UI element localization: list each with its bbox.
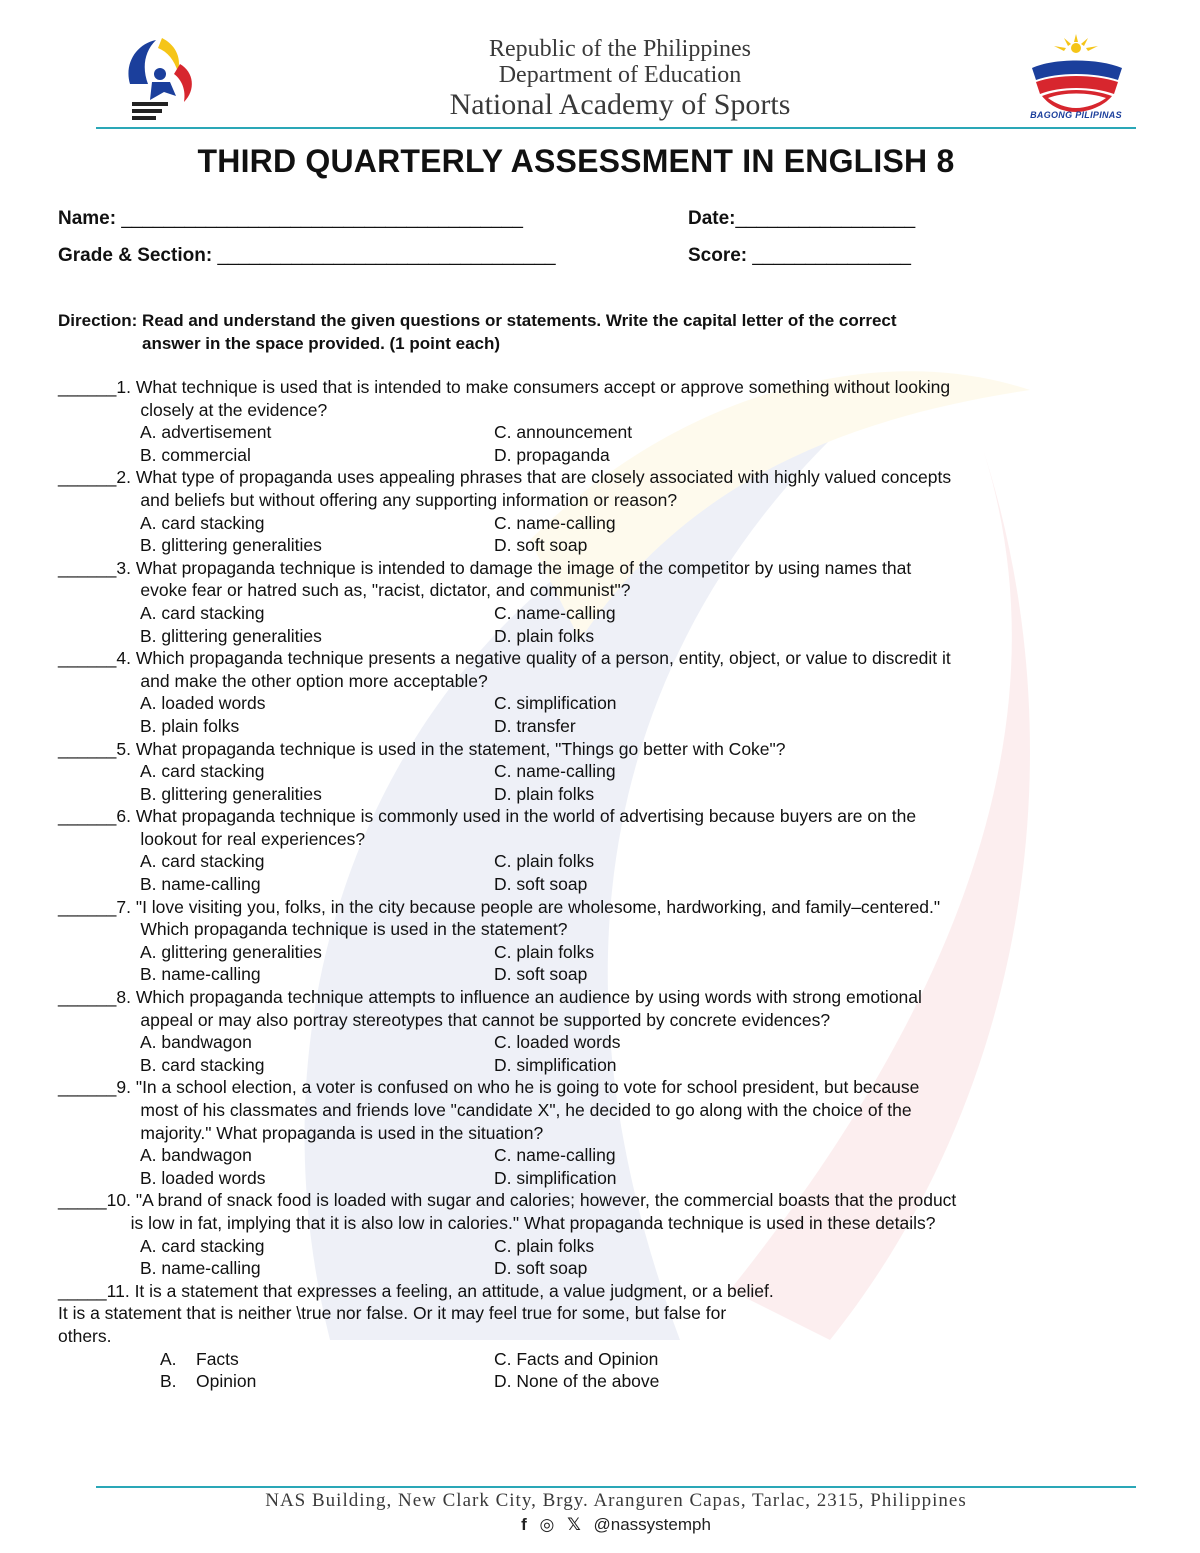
x-icon[interactable]: 𝕏: [567, 1515, 581, 1534]
question-item: [58, 376, 1068, 466]
question-item: [58, 647, 1068, 737]
question-text-continued: Which propaganda technique is used in the statement?: [140, 919, 568, 940]
answer-option: D. transfer: [494, 715, 576, 736]
answer-option: C. name-calling: [494, 761, 616, 782]
answer-option: B. name-calling: [140, 1258, 261, 1279]
question-text-continued: It is a statement that is neither \true nor false. Or it may feel true for some, but false for: [58, 1303, 727, 1324]
option-text: Facts: [196, 1348, 239, 1369]
question-text-continued: appeal or may also portray stereotypes that cannot be supported by concrete evidences?: [140, 1009, 831, 1030]
footer-social: [96, 1515, 1136, 1535]
answer-option: B. commercial: [140, 444, 251, 465]
answer-options: [58, 760, 1068, 805]
question-text-continued: lookout for real experiences?: [140, 828, 366, 849]
answer-option: D. plain folks: [494, 783, 595, 804]
question-text-continued: closely at the evidence?: [140, 399, 328, 420]
answer-options: [58, 1348, 1068, 1393]
answer-blank[interactable]: ______: [58, 896, 117, 917]
directions: [58, 309, 1078, 355]
question-stem: [58, 1280, 1068, 1303]
question-stem: [58, 1189, 1068, 1234]
date-line: _________________: [735, 208, 916, 229]
answer-option: A. card stacking: [140, 602, 265, 623]
answer-options: [58, 602, 1068, 647]
question-text: 3. What propaganda technique is intended to damage the image of the competitor by using names that: [116, 557, 912, 578]
answer-blank[interactable]: ______: [58, 806, 117, 827]
score-label: Score:: [688, 245, 748, 266]
answer-options: [58, 692, 1068, 737]
grade-section-line: ________________________________: [217, 245, 556, 266]
answer-option: D. soft soap: [494, 535, 588, 556]
answer-option: A. card stacking: [140, 851, 265, 872]
answer-options: [58, 1235, 1068, 1280]
question-list: [58, 376, 1068, 1393]
question-stem: [58, 1076, 1068, 1144]
answer-option: C. loaded words: [494, 1032, 621, 1053]
question-text-continued: is low in fat, implying that it is also low in calories." What propaganda technique is used in these details?: [130, 1212, 936, 1233]
question-item: [58, 1076, 1068, 1189]
answer-option: [160, 1370, 494, 1393]
score-field[interactable]: [688, 245, 911, 267]
page-title: THIRD QUARTERLY ASSESSMENT IN ENGLISH 8: [197, 143, 955, 179]
question-text: 7. "I love visiting you, folks, in the city because people are wholesome, hardworking, and family–centered.": [116, 896, 941, 917]
question-text-continued: evoke fear or hatred such as, "racist, dictator, and communist"?: [140, 580, 631, 601]
answer-blank[interactable]: ______: [58, 557, 117, 578]
answer-options: [58, 850, 1068, 895]
question-stem: [58, 805, 1068, 850]
answer-option: C. name-calling: [494, 512, 616, 533]
answer-option: C. simplification: [494, 693, 617, 714]
answer-option: C. plain folks: [494, 941, 595, 962]
answer-option: D. soft soap: [494, 964, 588, 985]
option-letter: B.: [160, 1371, 177, 1392]
answer-option: D. soft soap: [494, 874, 588, 895]
question-text: 4. Which propaganda technique presents a negative quality of a person, entity, object, or value to discredit it: [116, 648, 951, 669]
question-text: 11. It is a statement that expresses a feeling, an attitude, a value judgment, or a belief.: [106, 1280, 774, 1301]
answer-option: B. card stacking: [140, 1054, 265, 1075]
answer-option: [160, 1348, 494, 1371]
answer-option: D. soft soap: [494, 1258, 588, 1279]
answer-option: B. glittering generalities: [140, 535, 322, 556]
question-stem: [58, 557, 1068, 602]
question-text: 2. What type of propaganda uses appealing phrases that are closely associated with highly valued concepts: [116, 467, 952, 488]
answer-blank[interactable]: ______: [58, 467, 117, 488]
question-item: [58, 557, 1068, 647]
question-item: [58, 466, 1068, 556]
answer-option: A. glittering generalities: [140, 941, 322, 962]
question-item: [58, 896, 1068, 986]
answer-option: B. glittering generalities: [140, 783, 322, 804]
question-item: [58, 738, 1068, 806]
grade-section-label: Grade & Section:: [58, 245, 213, 266]
answer-options: [58, 1144, 1068, 1189]
answer-option: D. propaganda: [494, 444, 610, 465]
footer-address: NAS Building, New Clark City, Brgy. Aranguren Capas, Tarlac, 2315, Philippines: [265, 1490, 967, 1511]
academy-logo-icon: [122, 34, 198, 122]
option-text: Opinion: [196, 1371, 257, 1392]
option-letter: D. None of the above: [494, 1371, 660, 1392]
name-label: Name:: [58, 208, 117, 229]
answer-option: B. name-calling: [140, 874, 261, 895]
answer-option: [494, 1348, 794, 1371]
answer-blank[interactable]: ______: [58, 987, 117, 1008]
question-text: 6. What propaganda technique is commonly used in the world of advertising because buyers are on the: [116, 806, 917, 827]
question-item: [58, 805, 1068, 895]
answer-option: A. card stacking: [140, 512, 265, 533]
question-text-continued: majority." What propaganda is used in the situation?: [140, 1122, 544, 1143]
question-text: 8. Which propaganda technique attempts to influence an audience by using words with strong emotional: [116, 987, 922, 1008]
answer-blank[interactable]: ______: [58, 1077, 117, 1098]
question-text-continued: most of his classmates and friends love "candidate X", he decided to go along with the choice of the: [140, 1100, 912, 1120]
answer-blank[interactable]: ______: [58, 648, 117, 669]
answer-blank[interactable]: ______: [58, 377, 117, 397]
question-text: 10. "A brand of snack food is loaded with sugar and calories; however, the commercial boasts that the product: [106, 1190, 957, 1211]
question-stem: [58, 466, 1068, 511]
answer-option: C. name-calling: [494, 1145, 616, 1166]
answer-options: [58, 941, 1068, 986]
answer-option: C. plain folks: [494, 851, 595, 872]
score-line: _______________: [752, 245, 911, 266]
question-item: [58, 1189, 1068, 1279]
question-text-continued: and beliefs but without offering any supporting information or reason?: [140, 489, 678, 510]
date-label: Date:: [688, 208, 736, 229]
option-letter: C. Facts and Opinion: [494, 1348, 659, 1369]
answer-options: [58, 1031, 1068, 1076]
answer-option: C. announcement: [494, 422, 633, 443]
answer-option: B. glittering generalities: [140, 625, 322, 646]
answer-option: A. advertisement: [140, 422, 272, 443]
footer-divider: [96, 1486, 1136, 1488]
name-line: ______________________________________: [121, 208, 523, 229]
answer-option: A. card stacking: [140, 761, 265, 782]
answer-options: [58, 421, 1068, 466]
answer-option: A. bandwagon: [140, 1145, 252, 1166]
answer-option: D. simplification: [494, 1054, 617, 1075]
header-academy: National Academy of Sports: [449, 88, 791, 121]
question-text-continued: others.: [58, 1325, 112, 1346]
question-stem: [58, 647, 1068, 692]
question-text: 9. "In a school election, a voter is confused on who he is going to vote for school president, but because: [116, 1077, 920, 1098]
answer-option: A. card stacking: [140, 1235, 265, 1256]
question-text: 5. What propaganda technique is used in the statement, "Things go better with Coke"?: [116, 738, 786, 759]
answer-options: [58, 512, 1068, 557]
answer-option: D. simplification: [494, 1167, 617, 1188]
answer-blank[interactable]: ______: [58, 738, 117, 759]
answer-blank[interactable]: _____: [58, 1280, 107, 1301]
answer-blank[interactable]: _____: [58, 1190, 107, 1211]
grade-section-field[interactable]: [58, 245, 556, 267]
answer-option: C. plain folks: [494, 1235, 595, 1256]
answer-option: D. plain folks: [494, 625, 595, 646]
answer-option: A. loaded words: [140, 693, 266, 714]
facebook-icon[interactable]: f: [521, 1515, 527, 1534]
question-stem: [58, 986, 1068, 1031]
question-text: 1. What technique is used that is intended to make consumers accept or approve something without looking: [116, 377, 951, 397]
date-field[interactable]: [688, 208, 915, 230]
answer-option: C. name-calling: [494, 602, 616, 623]
answer-option: B. plain folks: [140, 715, 240, 736]
name-field[interactable]: [58, 208, 523, 230]
question-text-continued: and make the other option more acceptable?: [140, 670, 488, 691]
question-stem: [58, 738, 1068, 761]
header-department: Department of Education: [498, 62, 742, 88]
answer-option: B. loaded words: [140, 1167, 266, 1188]
question-stem: [58, 376, 1068, 421]
header-divider: [96, 127, 1136, 129]
question-item: [58, 1280, 1068, 1393]
bagong-pilipinas-text: BAGONG PILIPINAS: [1030, 110, 1122, 120]
answer-option: B. name-calling: [140, 964, 261, 985]
question-stem: [58, 896, 1068, 941]
social-handle[interactable]: @nassystemph: [593, 1515, 711, 1534]
direction-line-1: Direction: Read and understand the given questions or statements. Write the capital letter of the correct: [58, 311, 897, 330]
question-item: [58, 986, 1068, 1076]
instagram-icon[interactable]: ◎: [539, 1515, 555, 1534]
option-letter: A.: [160, 1348, 177, 1369]
direction-line-2: answer in the space provided. (1 point each): [142, 334, 501, 353]
answer-option: [494, 1370, 794, 1393]
answer-option: A. bandwagon: [140, 1032, 252, 1053]
header-republic: Republic of the Philippines: [489, 36, 751, 62]
